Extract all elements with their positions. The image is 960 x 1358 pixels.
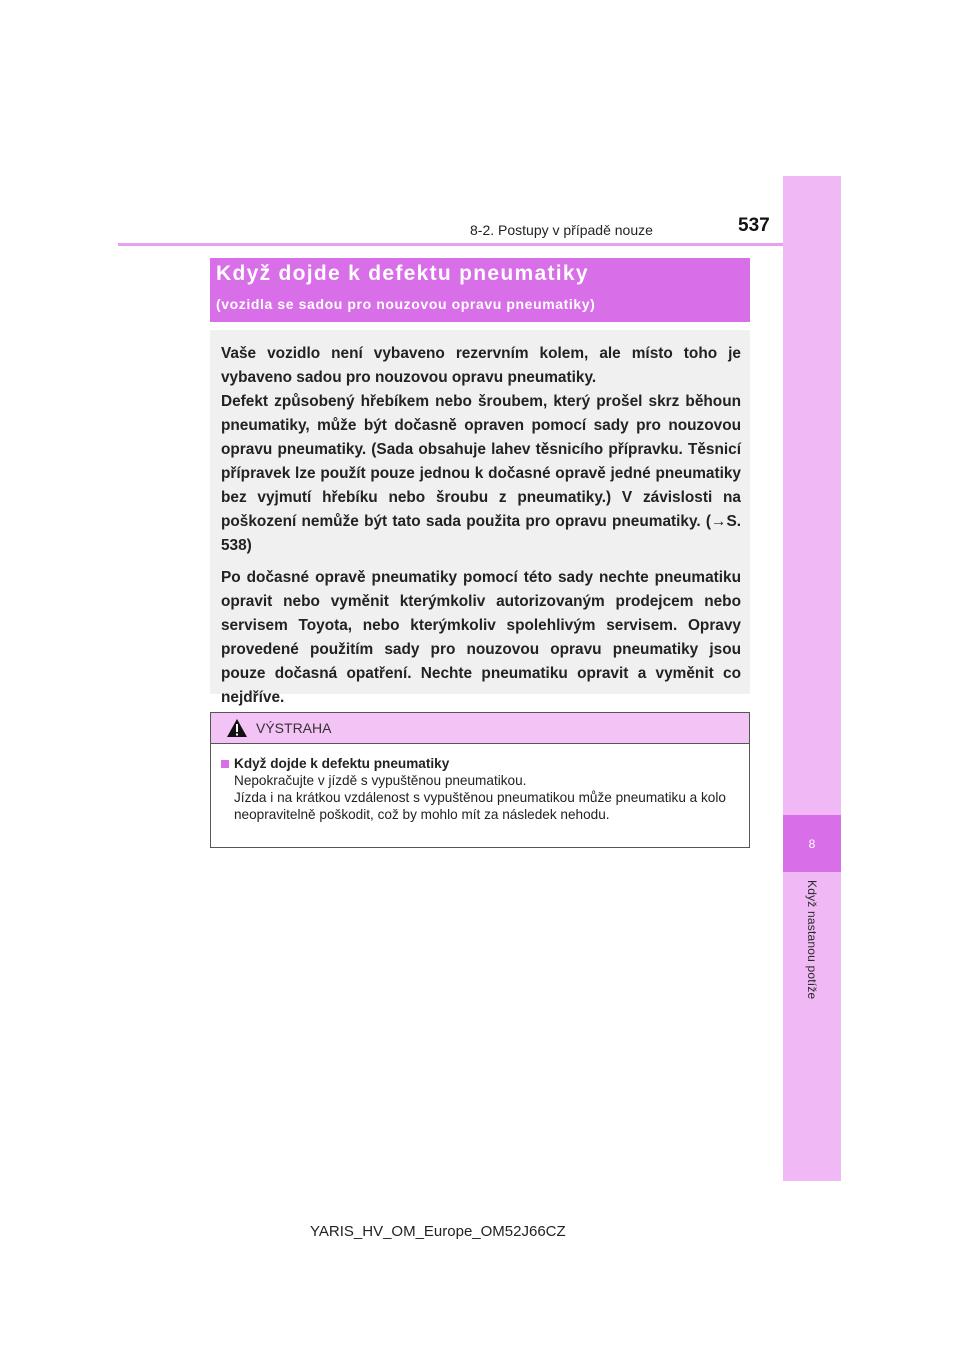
chapter-label-container	[783, 880, 841, 1030]
chapter-side-tab	[783, 176, 841, 1181]
header-divider	[118, 243, 783, 246]
warning-item-title	[221, 755, 739, 772]
footer-document-code: YARIS_HV_OM_Europe_OM52J66CZ	[310, 1223, 566, 1240]
chapter-number-tab[interactable]	[783, 815, 841, 872]
square-bullet-icon	[221, 760, 229, 768]
warning-label: VÝSTRAHA	[256, 720, 332, 736]
chapter-number: 8	[808, 836, 816, 851]
page-subtitle: (vozidla se sadou pro nouzovou opravu pneumatiky)	[216, 296, 596, 312]
intro-paragraph: Po dočasné opravě pneumatiky pomocí této sady nechte pneumatiku opravit nebo vyměnit kterýmkoliv autorizovaným prodejcem nebo servisem Toyota, nebo kterýmkoliv spolehlivým servisem. Opravy provedené použitím sady pro nouzovou opravu pneumatiky jsou pouze dočasná opatření. Nechte pneumatiku opravit a vyměnit co nejdříve.	[221, 569, 741, 706]
intro-box	[210, 330, 750, 706]
intro-paragraph: Vaše vozidlo není vybaveno rezervním kolem, ale místo toho je vybaveno sadou pro nouzovou opravu pneumatiky.	[221, 345, 741, 386]
warning-line: Jízda i na krátkou vzdálenost s vypuštěnou pneumatikou může pneumatiku a kolo neopravitelně poškodit, což by mohlo mít za následek nehodu.	[234, 790, 726, 822]
title-banner	[210, 258, 750, 322]
warning-line: Nepokračujte v jízdě s vypuštěnou pneumatikou.	[234, 773, 527, 788]
warning-triangle-icon	[226, 718, 248, 743]
page-number: 537	[738, 215, 770, 236]
warning-box	[210, 712, 750, 848]
page-title: Když dojde k defektu pneumatiky	[216, 262, 589, 285]
intro-paragraph: Defekt způsobený hřebíkem nebo šroubem, který prošel skrz běhoun pneumatiky, může být dočasně opraven pomocí sady pro nouzovou opravu pneumatiky. (Sada obsahuje lahev těsnicího přípravku. Těsnicí přípravek lze použít pouze jednou k dočasné opravě jedné pneumatiky bez vyjmutí hřebíku nebo šroubu z pneumatiky.) V závislosti na poškození nemůže být tato sada použita pro opravu pneumatiky. (→S. 538)	[221, 393, 741, 554]
section-title: 8-2. Postupy v případě nouze	[470, 222, 653, 238]
warning-item-title-text: Když dojde k defektu pneumatiky	[234, 756, 450, 771]
chapter-label: Když nastanou potíže	[805, 880, 819, 1000]
intro-text	[221, 342, 741, 718]
warning-header	[211, 713, 749, 744]
warning-body	[211, 744, 749, 823]
